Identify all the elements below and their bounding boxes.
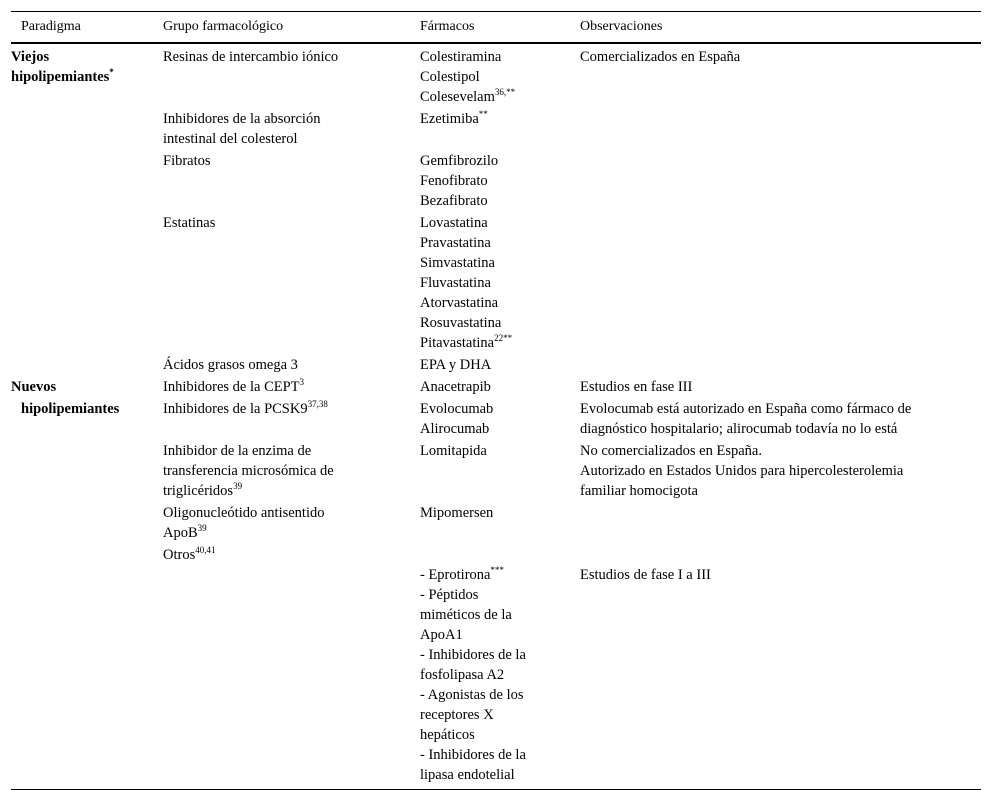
footnote-sup: **	[478, 108, 488, 119]
cell-text: Estudios en fase III	[580, 378, 693, 395]
table-row	[11, 46, 981, 108]
cell-text: Pravastatina	[420, 234, 491, 251]
cell-line	[580, 481, 975, 501]
cell-line	[420, 605, 580, 625]
cell-line	[420, 419, 580, 439]
cell-text: Resinas de intercambio iónico	[163, 48, 339, 65]
group-cell	[163, 212, 420, 354]
cell-line	[21, 399, 119, 419]
cell-line	[163, 523, 420, 543]
table-row	[11, 398, 981, 440]
cell-line	[420, 171, 580, 191]
cell-line	[163, 545, 420, 565]
cell-line	[163, 47, 420, 67]
header-farmacos: Fármacos	[420, 19, 475, 34]
cell-text: Inhibidor de la enzima de	[163, 442, 312, 459]
cell-text: Pitavastatina	[420, 334, 495, 351]
cell-line	[163, 151, 420, 171]
cell-text: Ácidos grasos omega 3	[163, 356, 298, 373]
cell-text: Estudios de fase I a III	[580, 566, 711, 583]
group-cell	[163, 398, 420, 440]
cell-text: Fenofibrato	[420, 172, 488, 189]
cell-line	[420, 313, 580, 333]
cell-line	[420, 273, 580, 293]
cell-text: intestinal del colesterol	[163, 130, 298, 147]
cell-text: Lomitapida	[420, 442, 487, 459]
cell-line	[580, 461, 975, 481]
cell-text: receptores X	[420, 706, 494, 723]
cell-line	[163, 461, 420, 481]
table-row	[11, 108, 981, 150]
cell-text: hepáticos	[420, 726, 475, 743]
table-row	[11, 354, 981, 376]
cell-line	[163, 399, 420, 419]
group-cell	[163, 544, 420, 786]
observations-cell	[580, 108, 975, 150]
paradigm-cell	[11, 376, 163, 417]
group-cell	[163, 502, 420, 544]
paradigm-cell	[11, 354, 163, 376]
drugs-cell	[420, 398, 580, 440]
observations-cell	[580, 502, 975, 544]
drugs-cell	[420, 502, 580, 544]
paradigm-cell	[11, 440, 163, 502]
cell-text: Evolocumab	[420, 400, 494, 417]
cell-text: ApoB	[163, 524, 198, 541]
cell-text: - Agonistas de los	[420, 686, 524, 703]
cell-text: Atorvastatina	[420, 294, 499, 311]
pharmacology-table	[11, 11, 981, 790]
footnote-sup: 39	[233, 480, 243, 491]
cell-text: Colestipol	[420, 68, 480, 85]
observations-cell	[580, 354, 975, 376]
cell-line	[420, 625, 580, 645]
cell-line	[163, 355, 420, 375]
cell-text: Lovastatina	[420, 214, 488, 231]
footnote-sup: ***	[490, 564, 504, 575]
cell-line	[420, 151, 580, 171]
cell-text: Autorizado en Estados Unidos para hipercolesterolemia	[580, 462, 904, 479]
drugs-cell	[420, 46, 580, 108]
observations-cell	[580, 440, 975, 502]
cell-line	[11, 47, 163, 67]
cell-line	[420, 725, 580, 745]
drugs-cell	[420, 440, 580, 502]
cell-line	[580, 419, 975, 439]
cell-line	[420, 665, 580, 685]
header-paradigma: Paradigma	[21, 19, 81, 34]
cell-text: Fluvastatina	[420, 274, 491, 291]
cell-text: Inhibidores de la absorción	[163, 110, 321, 127]
cell-line	[420, 213, 580, 233]
cell-text: Nuevos	[11, 378, 57, 395]
cell-line	[420, 377, 580, 397]
cell-line	[420, 585, 580, 605]
header-grupo: Grupo farmacológico	[163, 19, 284, 34]
footnote-sup: 22**	[494, 332, 513, 343]
cell-line	[163, 503, 420, 523]
cell-text: Estatinas	[163, 214, 216, 231]
bottom-rule	[11, 789, 981, 790]
group-cell	[163, 440, 420, 502]
cell-line	[420, 333, 580, 353]
cell-text: Fibratos	[163, 152, 211, 169]
cell-line	[11, 67, 163, 87]
group-cell	[163, 108, 420, 150]
cell-line	[580, 545, 975, 565]
cell-line	[420, 645, 580, 665]
observations-cell	[580, 212, 975, 354]
cell-line	[580, 441, 975, 461]
footnote-sup: *	[109, 66, 114, 77]
group-cell	[163, 46, 420, 108]
cell-text: hipolipemiantes	[21, 400, 120, 417]
cell-text: miméticos de la	[420, 606, 512, 623]
cell-text: Evolocumab está autorizado en España como fármaco de	[580, 400, 912, 417]
drugs-cell	[420, 108, 580, 150]
paradigm-cell	[11, 150, 163, 212]
cell-text: Anacetrapib	[420, 378, 491, 395]
cell-text: Colestiramina	[420, 48, 502, 65]
drugs-cell	[420, 376, 580, 398]
paradigm-cell	[11, 108, 163, 150]
cell-line	[580, 399, 975, 419]
group-cell	[163, 354, 420, 376]
cell-line	[420, 565, 580, 585]
group-cell	[163, 150, 420, 212]
cell-text: Oligonucleótido antisentido	[163, 504, 325, 521]
cell-text: - Inhibidores de la	[420, 746, 526, 763]
cell-text: EPA y DHA	[420, 356, 492, 373]
cell-text: Simvastatina	[420, 254, 495, 271]
drugs-cell	[420, 544, 580, 786]
cell-line	[420, 765, 580, 785]
drugs-cell	[420, 354, 580, 376]
cell-text: Rosuvastatina	[420, 314, 502, 331]
cell-line	[11, 377, 163, 397]
observations-cell	[580, 376, 975, 398]
cell-text: No comercializados en España.	[580, 442, 762, 459]
table-row	[11, 502, 981, 544]
table-row	[11, 212, 981, 354]
table-row	[11, 150, 981, 212]
table-body	[11, 44, 981, 786]
cell-line	[580, 377, 975, 397]
observations-cell	[580, 150, 975, 212]
cell-line	[420, 67, 580, 87]
cell-text: Gemfibrozilo	[420, 152, 499, 169]
cell-text: Bezafibrato	[420, 192, 488, 209]
cell-line	[420, 441, 580, 461]
footnote-sup: 37,38	[307, 398, 328, 409]
table-row	[11, 544, 981, 786]
cell-line	[420, 355, 580, 375]
cell-text: Viejos	[11, 48, 50, 65]
cell-text: hipolipemiantes	[11, 68, 110, 85]
cell-text: Comercializados en España	[580, 48, 741, 65]
cell-text: lipasa endotelial	[420, 766, 515, 783]
paradigm-cell	[11, 502, 163, 544]
cell-line	[420, 47, 580, 67]
footnote-sup: 40,41	[195, 544, 216, 555]
footnote-sup: 39	[197, 522, 207, 533]
cell-line	[163, 481, 420, 501]
cell-line	[163, 129, 420, 149]
cell-text: diagnóstico hospitalario; alirocumab todavía no lo está	[580, 420, 898, 437]
table-header	[11, 12, 981, 42]
cell-line	[163, 109, 420, 129]
cell-text: Alirocumab	[420, 420, 490, 437]
cell-line	[420, 399, 580, 419]
cell-text: Inhibidores de la PCSK9	[163, 400, 308, 417]
cell-line	[580, 565, 975, 585]
cell-line	[580, 47, 975, 67]
header-observaciones: Observaciones	[580, 19, 663, 34]
cell-line	[420, 191, 580, 211]
cell-text	[420, 547, 424, 563]
table-row	[11, 440, 981, 502]
cell-line	[163, 441, 420, 461]
cell-text: Mipomersen	[420, 504, 494, 521]
cell-text: fosfolipasa A2	[420, 666, 505, 683]
cell-line	[420, 745, 580, 765]
cell-line	[163, 213, 420, 233]
observations-cell	[580, 398, 975, 440]
footnote-sup: 36,**	[494, 86, 516, 97]
cell-line	[420, 293, 580, 313]
cell-text: familiar homocigota	[580, 482, 698, 499]
paradigm-cell	[11, 544, 163, 786]
observations-cell	[580, 544, 975, 786]
paradigm-cell	[11, 46, 163, 108]
cell-text: Otros	[163, 546, 196, 563]
drugs-cell	[420, 212, 580, 354]
cell-text: Inhibidores de la CEPT	[163, 378, 300, 395]
cell-line	[420, 87, 580, 107]
cell-line	[420, 233, 580, 253]
cell-line	[420, 705, 580, 725]
cell-text: Ezetimiba	[420, 110, 479, 127]
cell-line	[420, 685, 580, 705]
paradigm-cell	[11, 212, 163, 354]
cell-text: - Inhibidores de la	[420, 646, 526, 663]
cell-line	[420, 503, 580, 523]
cell-text: - Péptidos	[420, 586, 479, 603]
cell-text: Colesevelam	[420, 88, 495, 105]
footnote-sup: 3	[299, 376, 305, 387]
cell-text: triglicéridos	[163, 482, 234, 499]
cell-text	[580, 547, 584, 563]
observations-cell	[580, 46, 975, 108]
cell-text: - Eprotirona	[420, 566, 491, 583]
cell-line	[420, 253, 580, 273]
cell-text: transferencia microsómica de	[163, 462, 334, 479]
cell-line	[163, 377, 420, 397]
group-cell	[163, 376, 420, 398]
cell-line	[420, 545, 580, 565]
cell-line	[420, 109, 580, 129]
drugs-cell	[420, 150, 580, 212]
cell-text: ApoA1	[420, 626, 463, 643]
